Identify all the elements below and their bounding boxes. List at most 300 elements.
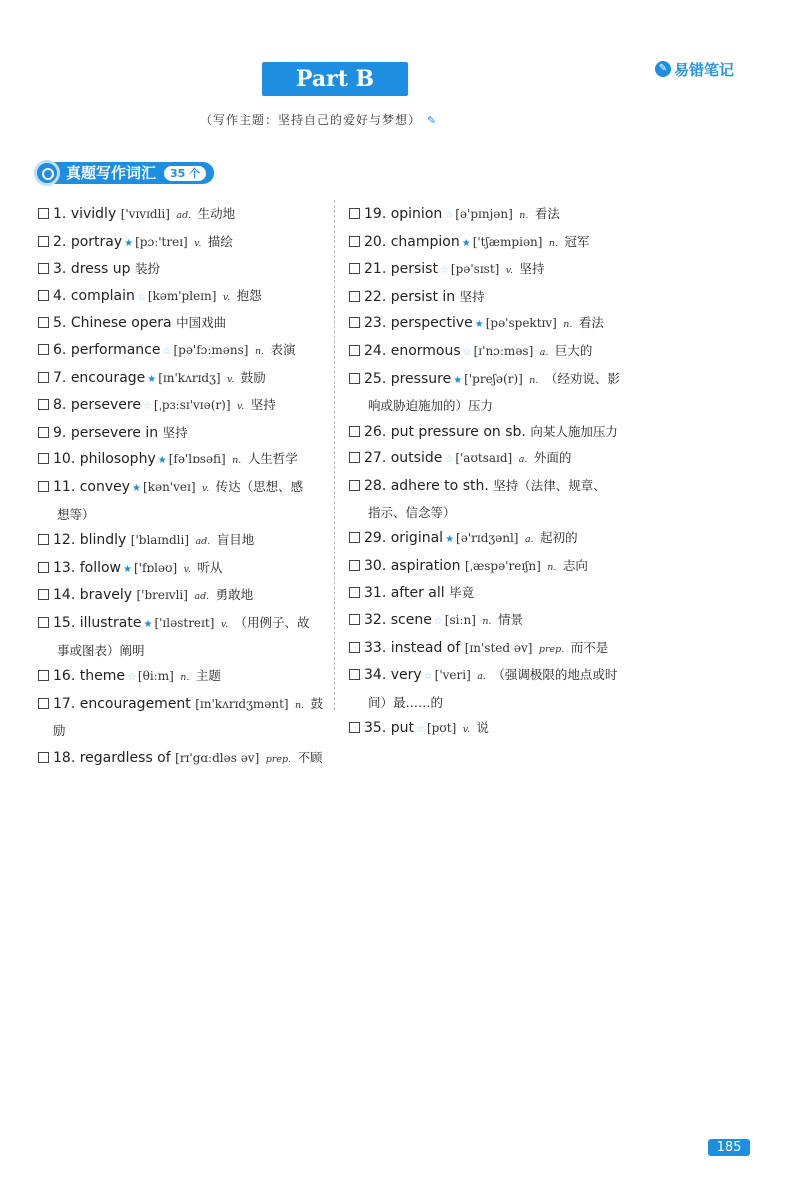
entry-phonetic: ['aʊtsaɪd] (455, 451, 513, 466)
entry-body (364, 635, 649, 663)
entry-meaning: 而不是 (570, 639, 609, 655)
vocab-entry (349, 445, 649, 473)
checkbox[interactable] (38, 290, 49, 301)
entry-number: 33. (364, 639, 387, 656)
star-icon: ☆ (444, 454, 454, 466)
checkbox[interactable] (349, 317, 360, 328)
checkbox[interactable] (349, 642, 360, 653)
star-icon: ★ (123, 563, 132, 575)
entry-phonetic: [θiːm] (137, 669, 174, 684)
entry-body (53, 337, 328, 365)
star-icon: ★ (124, 237, 134, 249)
entry-word: aspiration (390, 557, 461, 574)
brand-text: 易错笔记 (674, 60, 735, 79)
entry-meaning: 坚持 (162, 424, 188, 440)
checkbox[interactable] (349, 480, 360, 491)
entry-pos: a. (524, 534, 534, 546)
entry-body (53, 610, 328, 663)
entry-body (364, 607, 649, 635)
entry-phonetic: ['vɪvɪdli] (120, 207, 170, 221)
entry-body (364, 553, 649, 581)
entry-meaning: 说 (476, 720, 489, 736)
vocab-entry (349, 635, 649, 663)
vocab-entry (349, 662, 649, 715)
vocab-entry (349, 607, 649, 635)
entry-meaning-continued: 指示、信念等） (368, 504, 456, 520)
vocab-entry (38, 610, 328, 663)
entry-body (53, 527, 328, 555)
star-icon: ★ (132, 482, 142, 494)
vocab-entry (38, 337, 328, 365)
vocab-entry (349, 310, 649, 338)
entry-number: 13. (53, 559, 76, 576)
entry-meaning: 人生哲学 (247, 451, 298, 467)
entry-phonetic: [fə'lɒsəfi] (168, 452, 226, 467)
entry-number: 30. (364, 557, 387, 574)
star-icon: ☆ (126, 672, 136, 684)
entry-number: 22. (364, 288, 387, 305)
entry-meaning: （经劝说、影 (544, 370, 620, 386)
entry-word: vividly (70, 206, 117, 222)
vocab-entry (38, 446, 328, 474)
entry-number: 14. (53, 587, 76, 604)
entry-meaning-continued: 想等） (57, 506, 95, 522)
star-icon: ☆ (415, 724, 425, 736)
entry-phonetic: [ə'pɪnjən] (455, 207, 513, 221)
entry-number: 17. (53, 695, 76, 712)
entry-number: 16. (53, 668, 76, 685)
entry-phonetic: [ɪn'kʌrɪdʒ] (158, 370, 221, 385)
entry-phonetic: [pə'spektɪv] (485, 316, 557, 331)
entry-phonetic: [ˌæspə'reɪʃn] (464, 558, 541, 573)
entry-body (53, 365, 328, 393)
entry-pos: v. (194, 237, 202, 249)
checkbox[interactable] (38, 208, 49, 219)
entry-body (53, 582, 328, 610)
entry-pos: v. (183, 563, 191, 575)
entry-word: persevere (70, 397, 141, 414)
star-icon: ☆ (444, 210, 454, 221)
vocab-entry (349, 580, 649, 607)
vocab-entry (38, 201, 328, 229)
entry-number: 23. (364, 315, 387, 332)
entry-phonetic: ['preʃə(r)] (464, 371, 523, 386)
entry-body (53, 663, 328, 691)
entry-pos: n. (295, 699, 305, 711)
entry-number: 24. (364, 342, 387, 359)
entry-body (364, 256, 649, 284)
entry-meaning: 志向 (562, 557, 588, 573)
vocab-entry (38, 283, 328, 311)
entry-body (364, 662, 649, 715)
entry-body (53, 310, 328, 337)
entry-phonetic: [kən'veɪ] (143, 479, 196, 494)
vocab-column-right (349, 201, 649, 743)
checkbox[interactable] (349, 208, 360, 219)
entry-pos: v. (462, 724, 470, 736)
entry-meaning: 听从 (197, 559, 223, 575)
entry-word: persevere in (70, 424, 159, 441)
vocab-entry (349, 553, 649, 581)
section-header (34, 160, 240, 186)
star-icon: ★ (453, 374, 463, 386)
search-icon (34, 160, 60, 186)
entry-word: persist (390, 261, 438, 278)
entry-meaning: 盲目地 (216, 532, 255, 548)
checkbox[interactable] (349, 373, 360, 384)
entry-phonetic: [kəm'pleɪn] (147, 288, 217, 303)
vocab-entry (349, 229, 649, 257)
entry-pos: n. (482, 615, 492, 627)
entry-pos: prep. (265, 753, 292, 765)
entry-number: 32. (364, 611, 387, 628)
entry-number: 28. (364, 477, 387, 494)
checkbox[interactable] (38, 534, 49, 545)
entry-body (364, 419, 649, 446)
entry-meaning: 毕竟 (449, 585, 475, 601)
entry-phonetic: [siːn] (444, 612, 476, 627)
vocab-entry (349, 201, 649, 229)
vocab-column-left (38, 201, 328, 772)
entry-phonetic: ['breɪvli] (136, 588, 188, 603)
entry-pos: v. (201, 482, 210, 494)
checkbox[interactable] (349, 236, 360, 247)
entry-pos: n. (529, 374, 539, 386)
entry-word: dress up (70, 261, 131, 278)
entry-word: encourage (70, 369, 146, 386)
entry-meaning: 起初的 (540, 530, 578, 546)
entry-word: adhere to sth. (390, 477, 489, 494)
checkbox[interactable] (38, 481, 49, 492)
entry-pos: n. (548, 237, 559, 249)
vocab-entry (349, 715, 649, 743)
entry-phonetic: ['fɒləʊ] (133, 560, 178, 575)
entry-pos: v. (227, 373, 235, 385)
entry-number: 29. (364, 530, 387, 547)
entry-number: 15. (53, 614, 76, 631)
entry-number: 11. (53, 478, 76, 495)
entry-body (364, 284, 649, 311)
entry-pos: n. (519, 210, 529, 221)
vocab-entry (349, 284, 649, 311)
entry-number: 2. (53, 233, 67, 250)
entry-meaning: 装扮 (135, 261, 161, 277)
entry-meaning-continued: 响或胁迫施加的）压力 (368, 398, 494, 414)
checkbox[interactable] (38, 589, 49, 600)
entry-number: 9. (53, 424, 67, 441)
entry-pos: v. (236, 401, 245, 413)
entry-pos: n. (547, 561, 557, 573)
checkbox[interactable] (38, 263, 49, 274)
entry-meaning: 鼓励 (240, 369, 266, 385)
entry-number: 35. (364, 720, 387, 737)
writing-theme (200, 111, 500, 128)
entry-number: 12. (53, 532, 76, 549)
entry-pos: n. (180, 672, 190, 684)
vocab-entry (38, 420, 328, 447)
vocab-entry (349, 256, 649, 284)
entry-body (53, 283, 328, 311)
entry-phonetic: ['blaɪndli] (130, 533, 190, 548)
checkbox[interactable] (349, 263, 360, 274)
entry-pos: ad. (176, 210, 192, 221)
entry-body (364, 525, 649, 553)
checkbox[interactable] (38, 427, 49, 438)
checkbox[interactable] (349, 722, 360, 733)
entry-number: 3. (53, 261, 67, 278)
checkbox[interactable] (38, 236, 49, 247)
entry-meaning: 鼓励 (53, 695, 324, 739)
entry-number: 34. (364, 667, 387, 684)
entry-phonetic: [ɪn'sted əv] (464, 640, 533, 655)
entry-word: philosophy (79, 451, 156, 468)
star-icon: ★ (147, 373, 157, 385)
vocab-entry (38, 527, 328, 555)
entry-number: 19. (364, 206, 387, 222)
entry-meaning: 中国戏曲 (176, 315, 227, 331)
entry-phonetic: ['ɪləstreɪt] (154, 615, 215, 630)
entry-word: complain (70, 287, 135, 304)
checkbox[interactable] (38, 344, 49, 355)
checkbox[interactable] (38, 617, 49, 628)
entry-meaning: 描绘 (207, 233, 233, 249)
entry-body (364, 715, 649, 743)
entry-meaning: 看法 (534, 206, 560, 221)
entry-number: 10. (53, 451, 76, 468)
star-icon: ☆ (423, 671, 433, 683)
entry-pos: ad. (194, 591, 210, 603)
entry-word: pressure (390, 370, 452, 387)
entry-meaning: 表演 (270, 341, 296, 357)
entry-number: 7. (53, 369, 67, 386)
vocab-entry (38, 474, 328, 527)
entry-phonetic: ['tʃæmpiən] (472, 234, 543, 249)
entry-word: champion (390, 233, 460, 250)
entry-number: 31. (364, 585, 387, 602)
entry-phonetic: [pɔː'treɪ] (135, 234, 188, 249)
vocab-entry (349, 525, 649, 553)
entry-word: opinion (390, 206, 443, 222)
entry-word: perspective (390, 315, 473, 332)
vocab-entry (38, 310, 328, 337)
vocab-entry (38, 392, 328, 420)
vocab-entry (38, 745, 328, 773)
entry-number: 20. (364, 233, 387, 250)
vocab-entry (38, 256, 328, 283)
checkbox[interactable] (349, 587, 360, 598)
entry-number: 5. (53, 315, 67, 332)
entry-word: persist in (390, 288, 456, 305)
section-count-badge: 35 个 (164, 166, 206, 181)
entry-phonetic: [rɪ'gɑːdləs əv] (175, 750, 260, 765)
entry-pos: n. (232, 455, 242, 467)
entry-body (53, 691, 328, 745)
entry-meaning: （强调极限的地点或时 (492, 667, 618, 683)
star-icon: ★ (474, 319, 484, 331)
entry-meaning: 坚持 (459, 288, 485, 304)
entry-word: after all (390, 585, 445, 602)
star-icon: ☆ (462, 346, 472, 358)
entry-body (53, 420, 328, 447)
star-icon: ★ (461, 237, 471, 249)
vocab-entry (349, 366, 649, 419)
vocab-entry (349, 419, 649, 446)
entry-number: 21. (364, 261, 387, 278)
page-title: Part B (295, 66, 375, 92)
checkbox[interactable] (349, 452, 360, 463)
entry-word: regardless of (79, 749, 171, 766)
entry-word: enormous (390, 342, 461, 359)
entry-word: very (390, 667, 422, 684)
entry-word: Chinese opera (70, 315, 172, 332)
entry-number: 25. (364, 370, 387, 387)
checkbox[interactable] (349, 532, 360, 543)
vocab-entry (38, 229, 328, 257)
entry-body (364, 201, 649, 229)
entry-meaning: 坚持 (519, 261, 545, 277)
vocab-entry (38, 365, 328, 393)
entry-word: convey (79, 478, 131, 495)
page-number: 185 (708, 1139, 750, 1156)
vocab-entry (38, 555, 328, 583)
entry-number: 8. (53, 397, 67, 414)
entry-word: blindly (79, 532, 127, 549)
entry-meaning: 巨大的 (554, 342, 593, 358)
entry-body (53, 555, 328, 583)
vocab-entry (349, 338, 649, 366)
entry-word: follow (79, 559, 122, 576)
star-icon: ☆ (142, 401, 152, 413)
star-icon: ☆ (136, 291, 146, 303)
entry-body (53, 474, 328, 527)
part-title-box (262, 62, 408, 96)
checkbox[interactable] (349, 614, 360, 625)
brand-label (655, 58, 734, 80)
checkbox[interactable] (38, 372, 49, 383)
entry-body (53, 446, 328, 474)
entry-pos: v. (220, 618, 229, 630)
entry-number: 4. (53, 287, 67, 304)
entry-word: illustrate (79, 614, 142, 631)
entry-word: performance (70, 341, 161, 358)
entry-body (364, 445, 649, 473)
checkbox[interactable] (349, 560, 360, 571)
pen-icon: ✎ (427, 114, 438, 127)
entry-word: outside (390, 450, 443, 467)
entry-number: 27. (364, 450, 387, 467)
star-icon: ★ (143, 618, 153, 630)
star-icon: ★ (157, 455, 167, 467)
entry-body (364, 229, 649, 257)
entry-meaning: 不顾 (297, 749, 323, 765)
entry-body (53, 392, 328, 420)
vocab-entry (38, 663, 328, 691)
entry-word: instead of (390, 639, 461, 656)
checkbox[interactable] (38, 670, 49, 681)
entry-meaning: 向某人施加压力 (530, 423, 618, 439)
entry-phonetic: [pə'sɪst] (450, 262, 500, 277)
entry-body (364, 338, 649, 366)
checkbox[interactable] (38, 399, 49, 410)
vocab-entry (38, 691, 328, 745)
star-icon: ☆ (439, 265, 449, 277)
entry-meaning: 生动地 (197, 206, 236, 221)
checkbox[interactable] (349, 669, 360, 680)
entry-pos: prep. (538, 643, 565, 655)
star-icon: ★ (445, 534, 455, 546)
entry-meaning: 看法 (578, 315, 604, 331)
checkbox[interactable] (38, 698, 49, 709)
entry-body (53, 256, 328, 283)
checkbox[interactable] (349, 426, 360, 437)
entry-pos: v. (505, 265, 514, 277)
entry-body (53, 201, 328, 229)
entry-body (53, 229, 328, 257)
entry-meaning: （用例子、故 (234, 614, 310, 630)
entry-meaning: 主题 (195, 668, 221, 684)
entry-body (364, 366, 649, 419)
checkbox[interactable] (38, 752, 49, 763)
entry-phonetic: [ɪ'nɔːməs] (473, 343, 534, 358)
entry-word: encouragement (79, 695, 191, 712)
entry-phonetic: [ɪn'kʌrɪdʒmənt] (195, 696, 289, 711)
entry-phonetic: ['veri] (434, 668, 471, 683)
entry-pos: a. (518, 454, 528, 466)
entry-phonetic: [pə'fɔːməns] (173, 342, 249, 357)
entry-meaning: 坚持（法律、规章、 (493, 477, 606, 493)
entry-meaning: 坚持 (250, 397, 276, 413)
entry-number: 18. (53, 749, 76, 766)
section-title-bar (54, 162, 214, 184)
entry-pos: v. (222, 291, 231, 303)
entry-word: original (390, 530, 444, 547)
checkbox[interactable] (349, 291, 360, 302)
entry-pos: n. (254, 345, 265, 357)
entry-word: theme (79, 668, 125, 685)
entry-meaning: 外面的 (533, 450, 572, 466)
column-divider (334, 200, 335, 710)
checkbox[interactable] (38, 453, 49, 464)
checkbox[interactable] (38, 562, 49, 573)
entry-word: portray (70, 233, 123, 250)
entry-word: put pressure on sb. (390, 423, 526, 440)
entry-pos: ad. (195, 536, 211, 548)
vocab-entry (38, 582, 328, 610)
entry-meaning: 勇敢地 (215, 587, 254, 603)
vocab-entry (349, 473, 649, 525)
checkbox[interactable] (38, 317, 49, 328)
entry-body (364, 580, 649, 607)
entry-number: 26. (364, 423, 387, 440)
entry-number: 1. (53, 206, 67, 222)
entry-word: scene (390, 611, 432, 628)
entry-body (53, 745, 328, 773)
entry-phonetic: [ˌpɜːsɪ'vɪə(r)] (153, 398, 231, 413)
writing-theme-text: （写作主题：坚持自己的爱好与梦想） (200, 113, 422, 127)
entry-pos: a. (477, 671, 486, 683)
entry-phonetic: [pʊt] (426, 721, 457, 736)
checkbox[interactable] (349, 345, 360, 356)
star-icon: ☆ (433, 615, 443, 627)
pen-circle-icon: ✎ (655, 61, 671, 77)
entry-meaning: 传达（思想、感 (215, 478, 304, 494)
entry-meaning: 情景 (497, 611, 523, 627)
entry-meaning: 冠军 (564, 233, 590, 249)
entry-phonetic: [ə'rɪdʒənl] (456, 531, 519, 546)
entry-pos: a. (539, 346, 549, 358)
entry-meaning-continued: 间）最……的 (368, 694, 444, 710)
entry-body (364, 473, 649, 525)
